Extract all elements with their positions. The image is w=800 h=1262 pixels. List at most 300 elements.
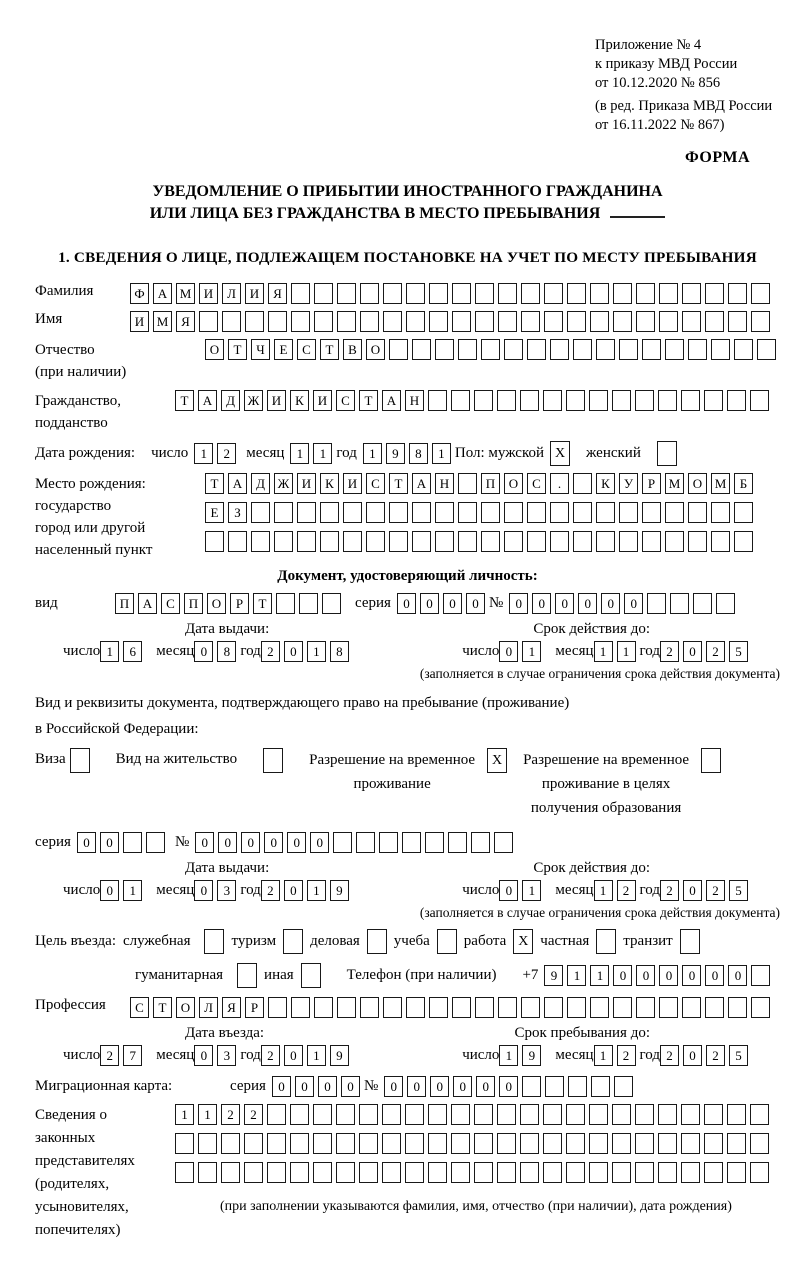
char-cell[interactable] [642,531,661,552]
char-cell[interactable]: 5 [729,1045,748,1066]
char-cell[interactable] [451,1133,470,1154]
char-cell[interactable]: 1 [522,880,541,901]
char-cell[interactable] [543,1104,562,1125]
char-cell[interactable]: 2 [706,1045,725,1066]
sex-male-checkbox[interactable]: X [550,441,570,466]
char-cell[interactable]: 2 [660,641,679,662]
char-cell[interactable]: Т [359,390,378,411]
char-cell[interactable] [612,1162,631,1183]
char-cell[interactable]: И [313,390,332,411]
char-cell[interactable] [711,531,730,552]
char-cell[interactable]: А [228,473,247,494]
char-cell[interactable] [412,531,431,552]
char-cell[interactable]: 0 [705,965,724,986]
char-cell[interactable] [659,311,678,332]
char-cell[interactable] [636,311,655,332]
char-cell[interactable]: К [320,473,339,494]
char-cell[interactable] [619,502,638,523]
char-cell[interactable]: 6 [123,641,142,662]
char-cell[interactable] [383,283,402,304]
char-cell[interactable]: С [297,339,316,360]
char-cell[interactable] [471,832,490,853]
char-cell[interactable] [727,1104,746,1125]
char-cell[interactable]: Р [230,593,249,614]
char-cell[interactable] [452,283,471,304]
char-cell[interactable] [734,339,753,360]
char-cell[interactable] [297,502,316,523]
temp-residence-edu-checkbox[interactable] [701,748,721,773]
char-cell[interactable] [175,1162,194,1183]
char-cell[interactable] [389,502,408,523]
char-cell[interactable] [481,531,500,552]
char-cell[interactable] [314,997,333,1018]
char-cell[interactable]: Я [222,997,241,1018]
char-cell[interactable]: 0 [499,1076,518,1097]
char-cell[interactable]: О [207,593,226,614]
char-cell[interactable]: Л [199,997,218,1018]
char-cell[interactable]: Т [253,593,272,614]
char-cell[interactable] [544,283,563,304]
char-cell[interactable] [429,997,448,1018]
char-cell[interactable] [333,832,352,853]
char-cell[interactable]: И [199,283,218,304]
char-cell[interactable] [596,502,615,523]
char-cell[interactable] [635,1133,654,1154]
char-cell[interactable]: 1 [307,880,326,901]
char-cell[interactable]: 0 [407,1076,426,1097]
char-cell[interactable] [550,339,569,360]
char-cell[interactable] [665,339,684,360]
char-cell[interactable] [573,531,592,552]
char-cell[interactable] [428,390,447,411]
char-cell[interactable]: 1 [522,641,541,662]
char-cell[interactable]: С [527,473,546,494]
char-cell[interactable]: И [245,283,264,304]
char-cell[interactable] [458,339,477,360]
char-cell[interactable]: 0 [659,965,678,986]
char-cell[interactable] [681,1133,700,1154]
char-cell[interactable]: 0 [420,593,439,614]
char-cell[interactable] [474,1162,493,1183]
char-cell[interactable]: 1 [432,443,451,464]
char-cell[interactable]: 0 [318,1076,337,1097]
char-cell[interactable]: 0 [341,1076,360,1097]
char-cell[interactable]: 2 [217,443,236,464]
char-cell[interactable]: 8 [217,641,236,662]
char-cell[interactable]: 0 [100,880,119,901]
char-cell[interactable] [494,832,513,853]
char-cell[interactable] [221,1162,240,1183]
char-cell[interactable] [681,1162,700,1183]
purpose-work-checkbox[interactable]: X [513,929,533,954]
char-cell[interactable]: 0 [287,832,306,853]
char-cell[interactable] [267,1104,286,1125]
char-cell[interactable]: 0 [728,965,747,986]
char-cell[interactable]: П [115,593,134,614]
char-cell[interactable] [543,1133,562,1154]
char-cell[interactable] [520,1104,539,1125]
char-cell[interactable]: 0 [443,593,462,614]
char-cell[interactable]: И [343,473,362,494]
char-cell[interactable] [498,997,517,1018]
char-cell[interactable]: С [130,997,149,1018]
char-cell[interactable] [267,1133,286,1154]
char-cell[interactable]: 1 [100,641,119,662]
char-cell[interactable] [566,1162,585,1183]
char-cell[interactable] [612,1104,631,1125]
char-cell[interactable] [481,502,500,523]
char-cell[interactable] [405,1162,424,1183]
char-cell[interactable] [727,1162,746,1183]
char-cell[interactable]: 1 [194,443,213,464]
char-cell[interactable]: К [290,390,309,411]
char-cell[interactable] [659,997,678,1018]
char-cell[interactable]: 2 [244,1104,263,1125]
char-cell[interactable] [550,531,569,552]
char-cell[interactable]: П [481,473,500,494]
char-cell[interactable]: И [297,473,316,494]
char-cell[interactable] [268,997,287,1018]
char-cell[interactable] [688,339,707,360]
char-cell[interactable] [244,1162,263,1183]
char-cell[interactable] [567,283,586,304]
char-cell[interactable] [175,1133,194,1154]
char-cell[interactable]: Н [435,473,454,494]
char-cell[interactable] [290,1133,309,1154]
char-cell[interactable] [458,473,477,494]
char-cell[interactable]: Е [274,339,293,360]
char-cell[interactable]: 0 [624,593,643,614]
char-cell[interactable] [452,997,471,1018]
char-cell[interactable] [291,311,310,332]
char-cell[interactable] [613,311,632,332]
char-cell[interactable]: И [267,390,286,411]
char-cell[interactable] [474,390,493,411]
char-cell[interactable]: 0 [194,641,213,662]
char-cell[interactable] [475,997,494,1018]
char-cell[interactable] [544,311,563,332]
char-cell[interactable] [566,390,585,411]
char-cell[interactable] [573,502,592,523]
char-cell[interactable] [274,502,293,523]
char-cell[interactable]: 0 [683,880,702,901]
char-cell[interactable] [734,502,753,523]
char-cell[interactable] [635,1104,654,1125]
char-cell[interactable]: 1 [594,880,613,901]
char-cell[interactable]: 1 [198,1104,217,1125]
char-cell[interactable] [497,390,516,411]
char-cell[interactable]: 0 [284,880,303,901]
char-cell[interactable]: 0 [453,1076,472,1097]
char-cell[interactable] [665,502,684,523]
char-cell[interactable] [198,1133,217,1154]
char-cell[interactable]: 0 [555,593,574,614]
char-cell[interactable]: Т [205,473,224,494]
char-cell[interactable] [299,593,318,614]
purpose-business-checkbox[interactable] [367,929,387,954]
char-cell[interactable] [428,1162,447,1183]
char-cell[interactable] [728,283,747,304]
char-cell[interactable] [451,390,470,411]
char-cell[interactable]: 2 [261,1045,280,1066]
char-cell[interactable] [228,531,247,552]
char-cell[interactable] [198,1162,217,1183]
char-cell[interactable] [245,311,264,332]
char-cell[interactable] [205,531,224,552]
char-cell[interactable] [693,593,712,614]
char-cell[interactable]: 0 [578,593,597,614]
char-cell[interactable] [313,1133,332,1154]
char-cell[interactable] [435,531,454,552]
char-cell[interactable]: Т [175,390,194,411]
char-cell[interactable]: О [205,339,224,360]
char-cell[interactable] [567,997,586,1018]
char-cell[interactable]: 1 [617,641,636,662]
char-cell[interactable] [682,283,701,304]
char-cell[interactable]: 0 [499,880,518,901]
char-cell[interactable]: Т [320,339,339,360]
char-cell[interactable]: 0 [509,593,528,614]
char-cell[interactable] [458,531,477,552]
char-cell[interactable] [451,1162,470,1183]
char-cell[interactable] [521,311,540,332]
char-cell[interactable]: 0 [613,965,632,986]
char-cell[interactable] [383,311,402,332]
char-cell[interactable] [406,997,425,1018]
char-cell[interactable] [498,283,517,304]
char-cell[interactable]: А [382,390,401,411]
char-cell[interactable] [612,1133,631,1154]
char-cell[interactable]: 2 [100,1045,119,1066]
char-cell[interactable] [614,1076,633,1097]
char-cell[interactable]: 0 [683,1045,702,1066]
char-cell[interactable]: Я [176,311,195,332]
char-cell[interactable] [751,311,770,332]
char-cell[interactable] [297,531,316,552]
char-cell[interactable] [619,339,638,360]
char-cell[interactable] [267,1162,286,1183]
char-cell[interactable]: Ч [251,339,270,360]
char-cell[interactable] [705,283,724,304]
char-cell[interactable] [412,502,431,523]
char-cell[interactable] [647,593,666,614]
char-cell[interactable] [314,283,333,304]
char-cell[interactable] [448,832,467,853]
char-cell[interactable] [522,1076,541,1097]
char-cell[interactable]: 8 [330,641,349,662]
char-cell[interactable]: 0 [397,593,416,614]
char-cell[interactable] [642,339,661,360]
char-cell[interactable]: 2 [221,1104,240,1125]
char-cell[interactable] [290,1162,309,1183]
char-cell[interactable]: 0 [682,965,701,986]
char-cell[interactable]: А [138,593,157,614]
purpose-private-checkbox[interactable] [596,929,616,954]
char-cell[interactable] [474,1104,493,1125]
char-cell[interactable]: 0 [194,1045,213,1066]
char-cell[interactable] [705,311,724,332]
char-cell[interactable] [290,1104,309,1125]
char-cell[interactable] [251,531,270,552]
char-cell[interactable]: 9 [522,1045,541,1066]
char-cell[interactable] [389,531,408,552]
char-cell[interactable] [313,1162,332,1183]
char-cell[interactable] [568,1076,587,1097]
char-cell[interactable]: 1 [307,1045,326,1066]
char-cell[interactable]: 7 [123,1045,142,1066]
char-cell[interactable] [320,531,339,552]
char-cell[interactable] [635,1162,654,1183]
char-cell[interactable]: 1 [594,1045,613,1066]
char-cell[interactable] [402,832,421,853]
char-cell[interactable]: Б [734,473,753,494]
char-cell[interactable] [573,339,592,360]
char-cell[interactable]: Н [405,390,424,411]
char-cell[interactable] [360,997,379,1018]
char-cell[interactable]: 0 [476,1076,495,1097]
char-cell[interactable] [389,339,408,360]
char-cell[interactable] [359,1133,378,1154]
sex-female-checkbox[interactable] [657,441,677,466]
char-cell[interactable] [497,1162,516,1183]
char-cell[interactable] [543,390,562,411]
char-cell[interactable]: 0 [466,593,485,614]
char-cell[interactable]: 0 [195,832,214,853]
char-cell[interactable] [497,1104,516,1125]
char-cell[interactable]: О [504,473,523,494]
char-cell[interactable] [406,283,425,304]
char-cell[interactable] [658,1104,677,1125]
char-cell[interactable]: 0 [284,641,303,662]
char-cell[interactable] [221,1133,240,1154]
char-cell[interactable] [751,965,770,986]
char-cell[interactable] [711,339,730,360]
char-cell[interactable] [336,1104,355,1125]
char-cell[interactable] [268,311,287,332]
char-cell[interactable]: Т [153,997,172,1018]
char-cell[interactable] [751,997,770,1018]
char-cell[interactable] [716,593,735,614]
char-cell[interactable] [322,593,341,614]
char-cell[interactable]: 1 [290,443,309,464]
char-cell[interactable]: С [366,473,385,494]
char-cell[interactable] [704,390,723,411]
char-cell[interactable]: 2 [660,1045,679,1066]
char-cell[interactable]: 0 [100,832,119,853]
char-cell[interactable]: 1 [594,641,613,662]
char-cell[interactable] [688,531,707,552]
char-cell[interactable] [336,1162,355,1183]
char-cell[interactable] [619,531,638,552]
char-cell[interactable]: 0 [218,832,237,853]
char-cell[interactable] [497,1133,516,1154]
char-cell[interactable]: 0 [241,832,260,853]
char-cell[interactable] [750,1133,769,1154]
char-cell[interactable]: М [153,311,172,332]
char-cell[interactable]: Ф [130,283,149,304]
char-cell[interactable] [428,1133,447,1154]
char-cell[interactable] [337,997,356,1018]
residence-permit-checkbox[interactable] [263,748,283,773]
char-cell[interactable] [291,283,310,304]
char-cell[interactable]: Т [228,339,247,360]
char-cell[interactable]: 1 [363,443,382,464]
char-cell[interactable] [336,1133,355,1154]
char-cell[interactable] [360,311,379,332]
char-cell[interactable] [382,1133,401,1154]
char-cell[interactable]: 2 [706,880,725,901]
char-cell[interactable]: З [228,502,247,523]
char-cell[interactable]: 9 [330,1045,349,1066]
char-cell[interactable] [681,1104,700,1125]
char-cell[interactable] [665,531,684,552]
char-cell[interactable] [521,997,540,1018]
char-cell[interactable]: Р [642,473,661,494]
char-cell[interactable]: 2 [617,1045,636,1066]
char-cell[interactable] [520,390,539,411]
char-cell[interactable] [405,1133,424,1154]
char-cell[interactable] [750,1104,769,1125]
char-cell[interactable]: 0 [683,641,702,662]
char-cell[interactable] [527,502,546,523]
char-cell[interactable]: 0 [430,1076,449,1097]
char-cell[interactable] [146,832,165,853]
char-cell[interactable] [343,502,362,523]
char-cell[interactable]: И [130,311,149,332]
char-cell[interactable] [727,390,746,411]
char-cell[interactable]: 3 [217,880,236,901]
char-cell[interactable] [670,593,689,614]
char-cell[interactable] [359,1162,378,1183]
char-cell[interactable] [659,283,678,304]
char-cell[interactable] [320,502,339,523]
char-cell[interactable] [276,593,295,614]
char-cell[interactable] [750,1162,769,1183]
char-cell[interactable]: 9 [386,443,405,464]
char-cell[interactable] [366,502,385,523]
char-cell[interactable]: Ж [244,390,263,411]
char-cell[interactable] [636,283,655,304]
char-cell[interactable] [520,1133,539,1154]
char-cell[interactable] [405,1104,424,1125]
char-cell[interactable]: 0 [194,880,213,901]
char-cell[interactable] [589,390,608,411]
purpose-study-checkbox[interactable] [437,929,457,954]
char-cell[interactable] [429,311,448,332]
char-cell[interactable] [545,1076,564,1097]
char-cell[interactable] [613,997,632,1018]
char-cell[interactable]: В [343,339,362,360]
char-cell[interactable]: 0 [636,965,655,986]
char-cell[interactable]: М [665,473,684,494]
char-cell[interactable] [589,1104,608,1125]
char-cell[interactable] [199,311,218,332]
char-cell[interactable]: 0 [284,1045,303,1066]
purpose-official-checkbox[interactable] [204,929,224,954]
char-cell[interactable] [728,311,747,332]
char-cell[interactable] [591,1076,610,1097]
char-cell[interactable] [337,283,356,304]
char-cell[interactable]: 9 [544,965,563,986]
temp-residence-checkbox[interactable]: X [487,748,507,773]
char-cell[interactable] [475,311,494,332]
char-cell[interactable] [314,311,333,332]
char-cell[interactable]: 5 [729,641,748,662]
char-cell[interactable]: К [596,473,615,494]
char-cell[interactable] [751,283,770,304]
char-cell[interactable]: 2 [706,641,725,662]
char-cell[interactable]: С [161,593,180,614]
